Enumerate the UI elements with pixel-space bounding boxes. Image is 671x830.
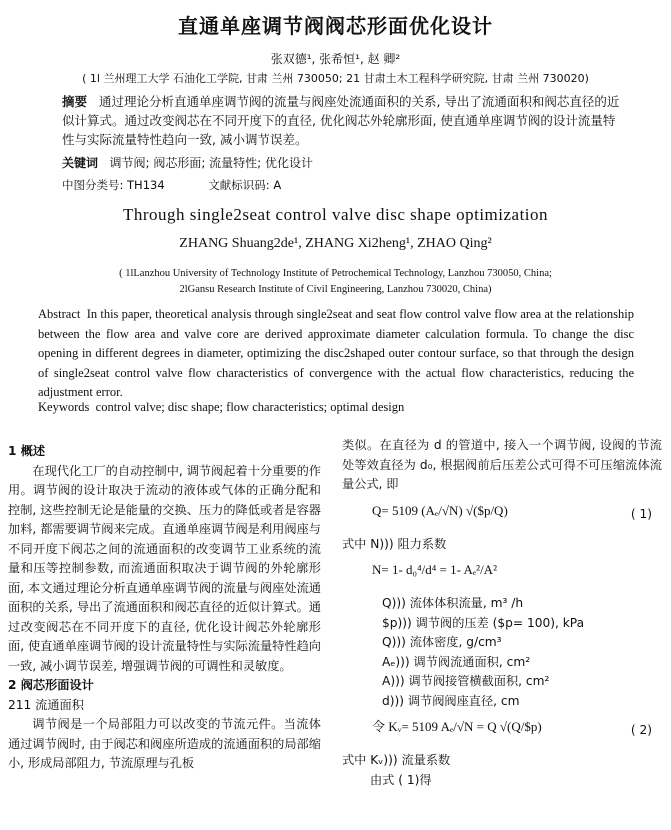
paragraph-continued: 类似。在直径为 d 的管道中, 接入一个调节阀, 设阀的节流处等效直径为 d₀, 根据阀前后压差公式可得不可压缩流体流量公式, 即 (342, 438, 662, 491)
variable-list (342, 594, 662, 711)
keywords-en-text: control valve; disc shape; flow characteristics; optimal design (95, 400, 405, 414)
equation-2-number: ( 2) (630, 723, 652, 737)
abstract-en-label: Abstract (38, 307, 81, 321)
abstract-cn (62, 92, 622, 149)
body-left-column (8, 442, 321, 774)
keywords-cn-text: 调节阀; 阀芯形面; 流量特性; 优化设计 (109, 156, 314, 170)
keywords-cn (62, 154, 313, 173)
section-heading-2: 2 阀芯形面设计 (8, 678, 94, 692)
authors-en: ZHANG Shuang2de¹, ZHANG Xi2heng¹, ZHAO Qing² (179, 236, 492, 251)
equation-1 (342, 495, 662, 535)
clc-number: 中图分类号: TH134 (62, 178, 165, 192)
paragraph-overview: 在现代化工厂的自动控制中, 调节阀起着十分重要的作用。调节阀的设计取决于流动的液体或气体的正确分配和控制, 这些控制无论是能量的交换、压力的降低或者是容器加料, 都需要调节阀来完成。直通单座调节阀是利用阀座与不同开度下阀芯之间的流通面积的改变调节工业系统的流量和压等控制参数, 而流通面积取决于调节阀的外轮廓形面, 本文通过理论分析直通单座调节阀的流量与阀座处流通面积的关系, 导出了流通面积和阀芯直径的近似计算式。通过改变阀芯在不同开度下的直径, 优化设计阀芯外轮廓形面, 使直通单座调节阀的设计流量特性与实际流量特性趋向一致, 减小调节误差, 增强调节阀的可调性和灵敏度。 (8, 463, 321, 673)
variable-d: d))) 调节阀阀座直径, cm (382, 693, 520, 708)
affiliation-cn: ( 1l 兰州理工大学 石油化工学院, 甘肃 兰州 730050; 21 甘肃土木工程科学研究院, 甘肃 兰州 730020) (82, 72, 589, 85)
abstract-cn-text: 通过理论分析直通单座调节阀的流量与阀座处流通面积的关系, 导出了流通面积和阀芯直径的近似计算式。通过改变阀芯在不同开度下的直径, 优化阀芯外轮廓形面, 使直通单座调节阀的设计流量特性与实际流量特性趋向一致, 减小调节误差。 (62, 94, 620, 147)
equation-2-body: 令 Kᵥ= 5109 Aₑ/√N = Q √(Q/$p) (372, 719, 542, 734)
variable-ae: Aₑ))) 调节阀流通面积, cm² (382, 654, 531, 669)
abstract-cn-label: 摘要 (62, 94, 88, 109)
paragraph-flow-area: 调节阀是一个局部阻力可以改变的节流元件。当流体通过调节阀时, 由于阀芯和阀座所造成的流通面积的局部缩小, 形成局部阻力, 节流原理与孔板 (8, 717, 321, 770)
paper-title-en: Through single2seat control valve disc shape optimization (122, 205, 549, 224)
abstract-en-text: In this paper, theoretical analysis through single2seat and seat flow control valve flow area at the relationship between the flow area and valve core are derived approximate diameter calculation formula. To change the disc opening in different degrees in diameter, optimizing the disc2shaped outer contour surface, so that through the design of single2seat control valve flow characteristics of convergence with the actual flow characteristics, reducing the adjustment error. (38, 307, 635, 399)
variable-delta-p: $p))) 调节阀的压差 ($p= 100), kPa (382, 615, 585, 630)
variable-q-flow: Q))) 流体体积流量, m³ /h (382, 596, 524, 610)
equation-n-body: N= 1- d₀⁴/d⁴ = 1- Aₑ²/A² (372, 562, 497, 577)
keywords-en (38, 400, 404, 415)
keywords-cn-label: 关键词 (62, 156, 99, 170)
equation-2 (342, 711, 662, 751)
derived-from-eq1: 由式 ( 1)得 (370, 772, 432, 787)
affiliation-en-2: 2lGansu Research Institute of Civil Engineering, Lanzhou 730020, China) (179, 284, 492, 295)
body-right-column (342, 436, 662, 790)
keywords-en-label: Keywords (38, 400, 90, 414)
equation-1-number: ( 1) (630, 506, 652, 521)
section-heading-1: 1 概述 (8, 444, 46, 458)
document-code: 文献标识码: A (208, 178, 282, 192)
where-line-2: 式中 Kᵥ))) 流量系数 (342, 753, 451, 767)
abstract-en (38, 305, 634, 403)
variable-density: Q))) 流体密度, g/cm³ (382, 635, 502, 649)
affiliation-en-1: ( 1lLanzhou University of Technology Institute of Petrochemical Technology, Lanzhou 730050, China; (119, 268, 552, 279)
paper-title-cn: 直通单座调节阀阀芯形面优化设计 (178, 14, 493, 38)
where-line-1: 式中 N))) 阻力系数 (342, 536, 447, 551)
authors-cn: 张双德¹, 张希恒¹, 赵 卿² (270, 52, 401, 66)
equation-1-body: Q= 5109 (Aₑ/√N) √($p/Q) (372, 502, 508, 518)
variable-a: A))) 调节阀接管横截面积, cm² (382, 674, 550, 688)
equation-n (342, 554, 662, 594)
classification-line (62, 176, 281, 195)
subsection-heading-2-1: 211 流通面积 (8, 697, 84, 712)
